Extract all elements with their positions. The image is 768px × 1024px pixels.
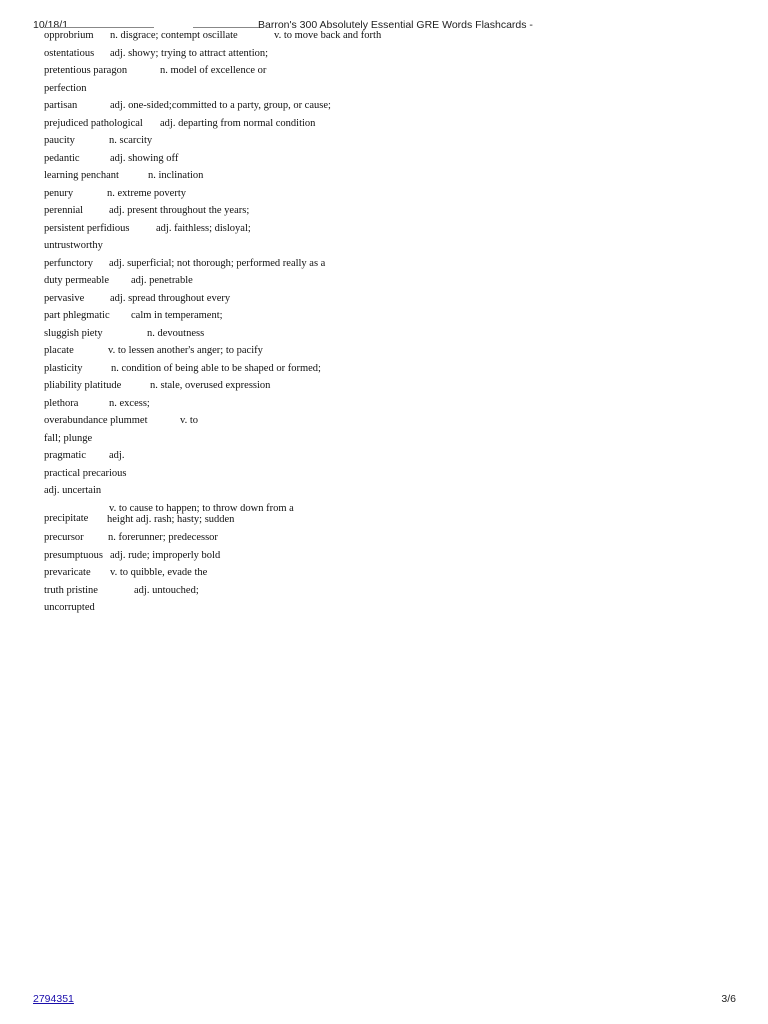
vocab-term: pedantic [44,152,80,164]
vocab-definition: adj. rude; improperly bold [110,549,221,561]
vocab-term: perfection [44,82,87,94]
vocab-term: pervasive [44,292,85,304]
vocab-term: practical precarious [44,467,127,479]
vocab-definition: n. disgrace; contempt oscillate [110,30,238,41]
vocab-definition: adj. superficial; not thorough; performed really as a [109,257,326,269]
vocab-term: paucity [44,135,75,146]
vocab-term: overabundance plummet [44,415,148,426]
header-rule [44,27,154,28]
header-rule [193,27,259,28]
vocab-definition: adj. present throughout the years; [109,205,250,216]
vocab-term: pragmatic [44,450,86,461]
vocab-definition: n. model of excellence or [160,65,267,76]
vocab-term: pliability platitude [44,380,122,391]
vocab-definition: n. excess; [109,397,150,409]
vocab-term: learning penchant [44,170,119,181]
vocab-term: opprobrium [44,30,94,41]
vocab-definition: n. condition of being able to be shaped or formed; [111,362,321,374]
vocab-term: fall; plunge [44,432,93,444]
vocab-definition: n. stale, overused expression [150,380,271,391]
vocab-definition: n. inclination [148,170,204,181]
precipitate-definition-2: height adj. rash; hasty; sudden [107,514,235,525]
vocab-term: adj. uncertain [44,485,102,496]
vocab-term: prevaricate [44,567,91,578]
page-number: 3/6 [721,993,736,1005]
vocab-definition: adj. untouched; [134,584,199,596]
vocab-definition: n. scarcity [109,135,153,146]
vocab-term: partisan [44,100,78,111]
vocab-definition: adj. showing off [110,152,179,164]
vocab-term: placate [44,345,74,356]
vocab-definition: v. to quibble, evade the [110,567,208,578]
vocab-definition: adj. departing from normal condition [160,117,316,129]
vocab-definition: calm in temperament; [131,310,223,321]
vocab-definition: v. to [180,415,198,426]
vocab-definition: n. extreme poverty [107,187,187,199]
vocab-term: untrustworthy [44,240,103,251]
vocab-term: truth pristine [44,584,98,596]
vocab-term: part phlegmatic [44,310,110,321]
vocab-term: prejudiced pathological [44,117,143,129]
vocab-definition: adj. penetrable [131,275,193,286]
vocab-definition: n. devoutness [147,327,205,339]
vocab-term: uncorrupted [44,602,95,613]
vocab-term: presumptuous [44,549,103,561]
vocab-term: pretentious paragon [44,65,128,76]
header-title: Barron's 300 Absolutely Essential GRE Words Flashcards - [258,19,533,31]
precipitate-term: precipitate [44,513,89,524]
precipitate-definition-1: v. to cause to happen; to throw down from a [109,503,294,514]
vocab-definition: v. to lessen another's anger; to pacify [108,345,263,356]
vocab-term: perennial [44,205,84,216]
vocab-definition: adj. faithless; disloyal; [156,222,251,234]
vocab-term: precursor [44,532,84,543]
vocab-definition: adj. showy; trying to attract attention; [110,47,269,59]
header-date: 10/18/1 [33,19,69,31]
vocab-term: penury [44,187,74,199]
vocab-definition: adj. [109,450,125,461]
vocab-definition: adj. spread throughout every [110,292,231,304]
vocab-definition-extra: v. to move back and forth [274,30,382,41]
vocab-term: persistent perfidious [44,222,130,234]
vocab-term: duty permeable [44,275,110,286]
vocab-term: sluggish piety [44,327,103,339]
vocab-term: plasticity [44,362,83,374]
document-id-link[interactable]: 2794351 [33,993,74,1005]
vocab-term: perfunctory [44,257,93,269]
vocab-term: plethora [44,397,79,409]
vocab-definition: n. forerunner; predecessor [108,532,218,543]
vocab-definition: adj. one-sided;committed to a party, group, or cause; [110,100,331,111]
vocab-term: ostentatious [44,47,95,59]
